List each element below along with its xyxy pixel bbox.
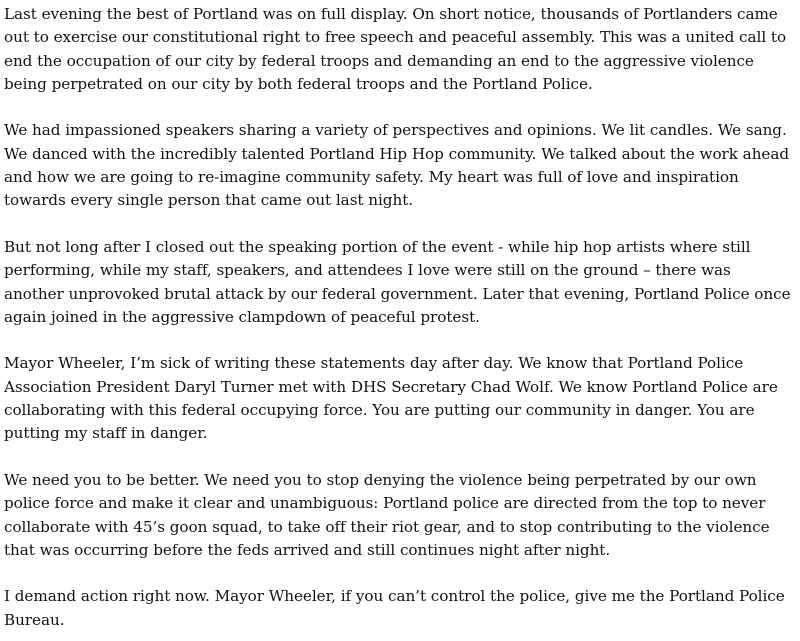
paragraph-attack-account: But not long after I closed out the speaking portion of the event - while hip hop artists where still performing, while my staff, speakers, and attendees I love were still on the ground – there was another unprovoked brutal attack by our federal government. Later that evening, Portland Police once again joined in the aggressive clampdown of peaceful protest.	[4, 237, 791, 326]
paragraph-demands: We need you to be better. We need you to stop denying the violence being perpetrated by our own police force and make it clear and unambiguous: Portland police are directed from the top to never collaborate with 45’s goon squad, to take off their riot gear, and to stop contributing to the violence that was occurring before the feds arrived and still continues night after night.	[4, 470, 770, 559]
paragraph-address-to-mayor: Mayor Wheeler, I’m sick of writing these statements day after day. We know that Portland Police Association President Daryl Turner met with DHS Secretary Chad Wolf. We know Portland Police are collaborating with this federal occupying force. You are putting our community in danger. You are putting my staff in danger.	[4, 354, 778, 443]
paragraph-event-description: We had impassioned speakers sharing a variety of perspectives and opinions. We lit candles. We sang. We danced with the incredibly talented Portland Hip Hop community. We talked about the work ahead and how we are going to re-imagine community safety. My heart was full of love and inspiration towards every single person that came out last night.	[4, 121, 790, 210]
paragraph-closing-demand: I demand action right now. Mayor Wheeler, if you can’t control the police, give me the Portland Police Bureau.	[4, 587, 785, 629]
paragraph-rally-summary: Last evening the best of Portland was on full display. On short notice, thousands of Portlanders came out to exercise our constitutional right to free speech and peaceful assembly. This was a united call to end the occupation of our city by federal troops and demanding an end to the aggressive violence being perpetrated on our city by both federal troops and the Portland Police.	[4, 5, 787, 93]
